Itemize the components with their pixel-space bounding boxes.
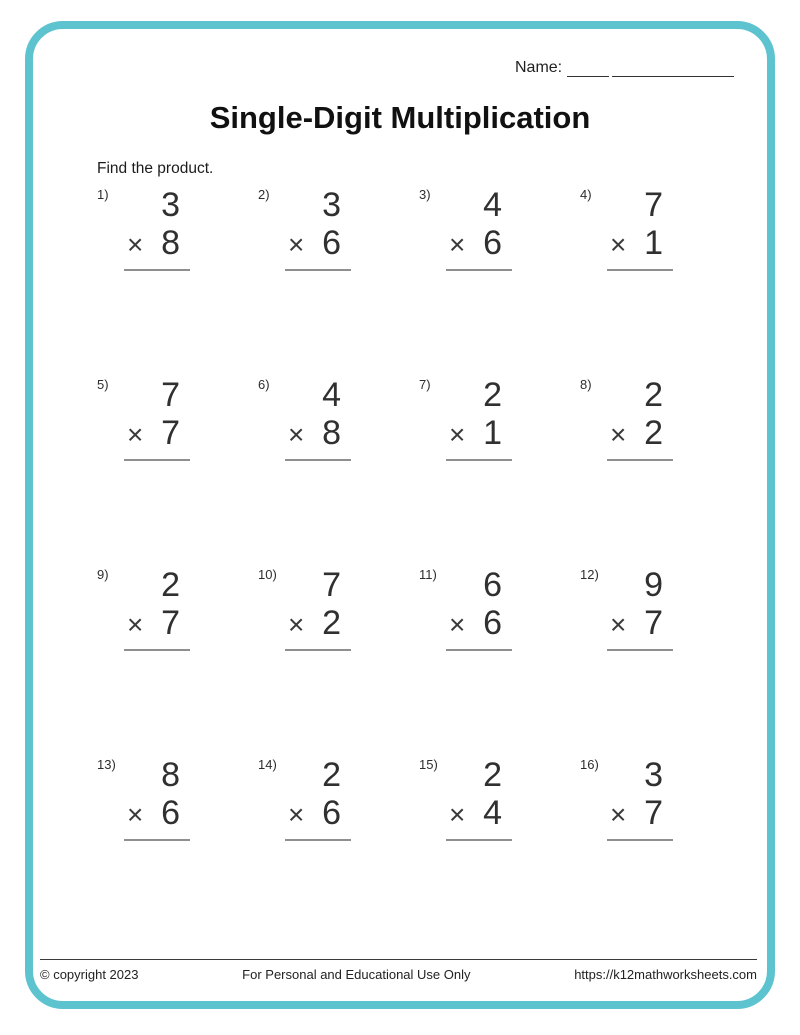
problem-3 <box>419 186 512 272</box>
multiplicand: 4 <box>322 376 341 414</box>
multiplier-row <box>285 794 351 834</box>
problem-number: 6) <box>258 377 270 392</box>
problem-number: 14) <box>258 757 277 772</box>
multiplier: 6 <box>483 604 502 642</box>
multiplicand: 2 <box>483 756 502 794</box>
answer-line <box>285 269 351 271</box>
multiplicand: 3 <box>322 186 341 224</box>
problem-number: 7) <box>419 377 431 392</box>
problem-work <box>607 376 673 461</box>
multiplier-row <box>446 794 512 834</box>
answer-line <box>607 459 673 461</box>
multiply-sign: × <box>127 799 144 830</box>
multiplier: 6 <box>322 794 341 832</box>
problem-5 <box>97 376 190 462</box>
problem-14 <box>258 756 351 842</box>
answer-line <box>285 649 351 651</box>
problem-4 <box>580 186 673 272</box>
problem-1 <box>97 186 190 272</box>
multiply-sign: × <box>449 609 466 640</box>
problem-number: 15) <box>419 757 438 772</box>
answer-line <box>446 459 512 461</box>
multiply-sign: × <box>127 229 144 260</box>
multiplier-row <box>124 604 190 644</box>
multiplier: 6 <box>161 794 180 832</box>
answer-line <box>124 839 190 841</box>
multiply-sign: × <box>610 419 627 450</box>
problem-8 <box>580 376 673 462</box>
multiply-sign: × <box>127 419 144 450</box>
answer-line <box>446 839 512 841</box>
answer-line <box>446 269 512 271</box>
multiplier: 1 <box>483 414 502 452</box>
answer-line <box>607 839 673 841</box>
multiplicand: 3 <box>161 186 180 224</box>
multiply-sign: × <box>449 229 466 260</box>
problem-number: 13) <box>97 757 116 772</box>
problem-work <box>446 186 512 271</box>
multiplicand: 7 <box>644 186 663 224</box>
footer-copyright: © copyright 2023 <box>40 967 139 982</box>
multiplicand: 2 <box>644 376 663 414</box>
problem-13 <box>97 756 190 842</box>
problem-work <box>285 756 351 841</box>
problem-number: 1) <box>97 187 109 202</box>
answer-line <box>124 459 190 461</box>
problem-work <box>124 186 190 271</box>
multiplicand: 4 <box>483 186 502 224</box>
multiply-sign: × <box>610 799 627 830</box>
problem-11 <box>419 566 512 652</box>
answer-line <box>446 649 512 651</box>
multiplier-row <box>607 604 673 644</box>
problem-2 <box>258 186 351 272</box>
problem-number: 4) <box>580 187 592 202</box>
multiplier: 7 <box>161 414 180 452</box>
footer-divider <box>40 959 757 960</box>
multiplier-row <box>124 794 190 834</box>
multiplicand: 7 <box>161 376 180 414</box>
multiplicand: 8 <box>161 756 180 794</box>
problem-number: 2) <box>258 187 270 202</box>
multiplier: 7 <box>644 794 663 832</box>
problem-16 <box>580 756 673 842</box>
multiplicand: 2 <box>483 376 502 414</box>
problems-grid <box>97 186 673 842</box>
problem-work <box>285 566 351 651</box>
multiply-sign: × <box>288 799 305 830</box>
answer-line <box>124 269 190 271</box>
multiplier-row <box>446 414 512 454</box>
instruction-text: Find the product. <box>97 160 214 177</box>
multiply-sign: × <box>610 609 627 640</box>
answer-line <box>285 459 351 461</box>
multiplier: 4 <box>483 794 502 832</box>
multiply-sign: × <box>449 419 466 450</box>
multiplicand: 2 <box>161 566 180 604</box>
multiplier: 8 <box>161 224 180 262</box>
multiplier-row <box>124 224 190 264</box>
problem-work <box>285 376 351 461</box>
problem-work <box>124 756 190 841</box>
multiplier: 7 <box>161 604 180 642</box>
page-title: Single-Digit Multiplication <box>209 100 591 135</box>
answer-line <box>124 649 190 651</box>
multiplier-row <box>285 224 351 264</box>
multiplicand: 6 <box>483 566 502 604</box>
problem-work <box>446 376 512 461</box>
multiplicand: 2 <box>322 756 341 794</box>
problem-work <box>607 186 673 271</box>
multiply-sign: × <box>449 799 466 830</box>
multiplier-row <box>446 604 512 644</box>
problem-work <box>124 566 190 651</box>
problem-number: 11) <box>419 567 437 582</box>
problem-10 <box>258 566 351 652</box>
multiplicand: 9 <box>644 566 663 604</box>
problem-number: 9) <box>97 567 109 582</box>
footer-url: https://k12mathworksheets.com <box>574 967 757 982</box>
multiplier: 6 <box>322 224 341 262</box>
name-field <box>515 59 734 77</box>
footer <box>40 959 757 982</box>
footer-usage: For Personal and Educational Use Only <box>242 967 471 982</box>
multiplier: 8 <box>322 414 341 452</box>
multiplier-row <box>285 414 351 454</box>
name-blank-line <box>567 61 609 77</box>
problem-number: 12) <box>580 567 599 582</box>
multiply-sign: × <box>288 229 305 260</box>
name-blank-line <box>612 61 734 77</box>
multiplier: 2 <box>644 414 663 452</box>
multiply-sign: × <box>610 229 627 260</box>
problem-work <box>446 756 512 841</box>
multiplier-row <box>124 414 190 454</box>
problem-number: 5) <box>97 377 109 392</box>
multiplier: 1 <box>644 224 663 262</box>
problem-15 <box>419 756 512 842</box>
problem-number: 10) <box>258 567 277 582</box>
problem-work <box>285 186 351 271</box>
multiplier-row <box>607 224 673 264</box>
name-label: Name: <box>515 59 563 76</box>
problem-work <box>607 566 673 651</box>
problem-number: 8) <box>580 377 592 392</box>
multiply-sign: × <box>288 419 305 450</box>
multiply-sign: × <box>288 609 305 640</box>
multiplier-row <box>607 414 673 454</box>
multiplicand: 7 <box>322 566 341 604</box>
multiplier: 2 <box>322 604 341 642</box>
problem-work <box>446 566 512 651</box>
problem-number: 3) <box>419 187 431 202</box>
answer-line <box>607 269 673 271</box>
problem-9 <box>97 566 190 652</box>
multiplier-row <box>285 604 351 644</box>
problem-6 <box>258 376 351 462</box>
multiplier: 7 <box>644 604 663 642</box>
problem-work <box>607 756 673 841</box>
answer-line <box>285 839 351 841</box>
answer-line <box>607 649 673 651</box>
problem-work <box>124 376 190 461</box>
multiplicand: 3 <box>644 756 663 794</box>
multiplier: 6 <box>483 224 502 262</box>
problem-number: 16) <box>580 757 599 772</box>
multiply-sign: × <box>127 609 144 640</box>
problem-12 <box>580 566 673 652</box>
multiplier-row <box>607 794 673 834</box>
problem-7 <box>419 376 512 462</box>
multiplier-row <box>446 224 512 264</box>
